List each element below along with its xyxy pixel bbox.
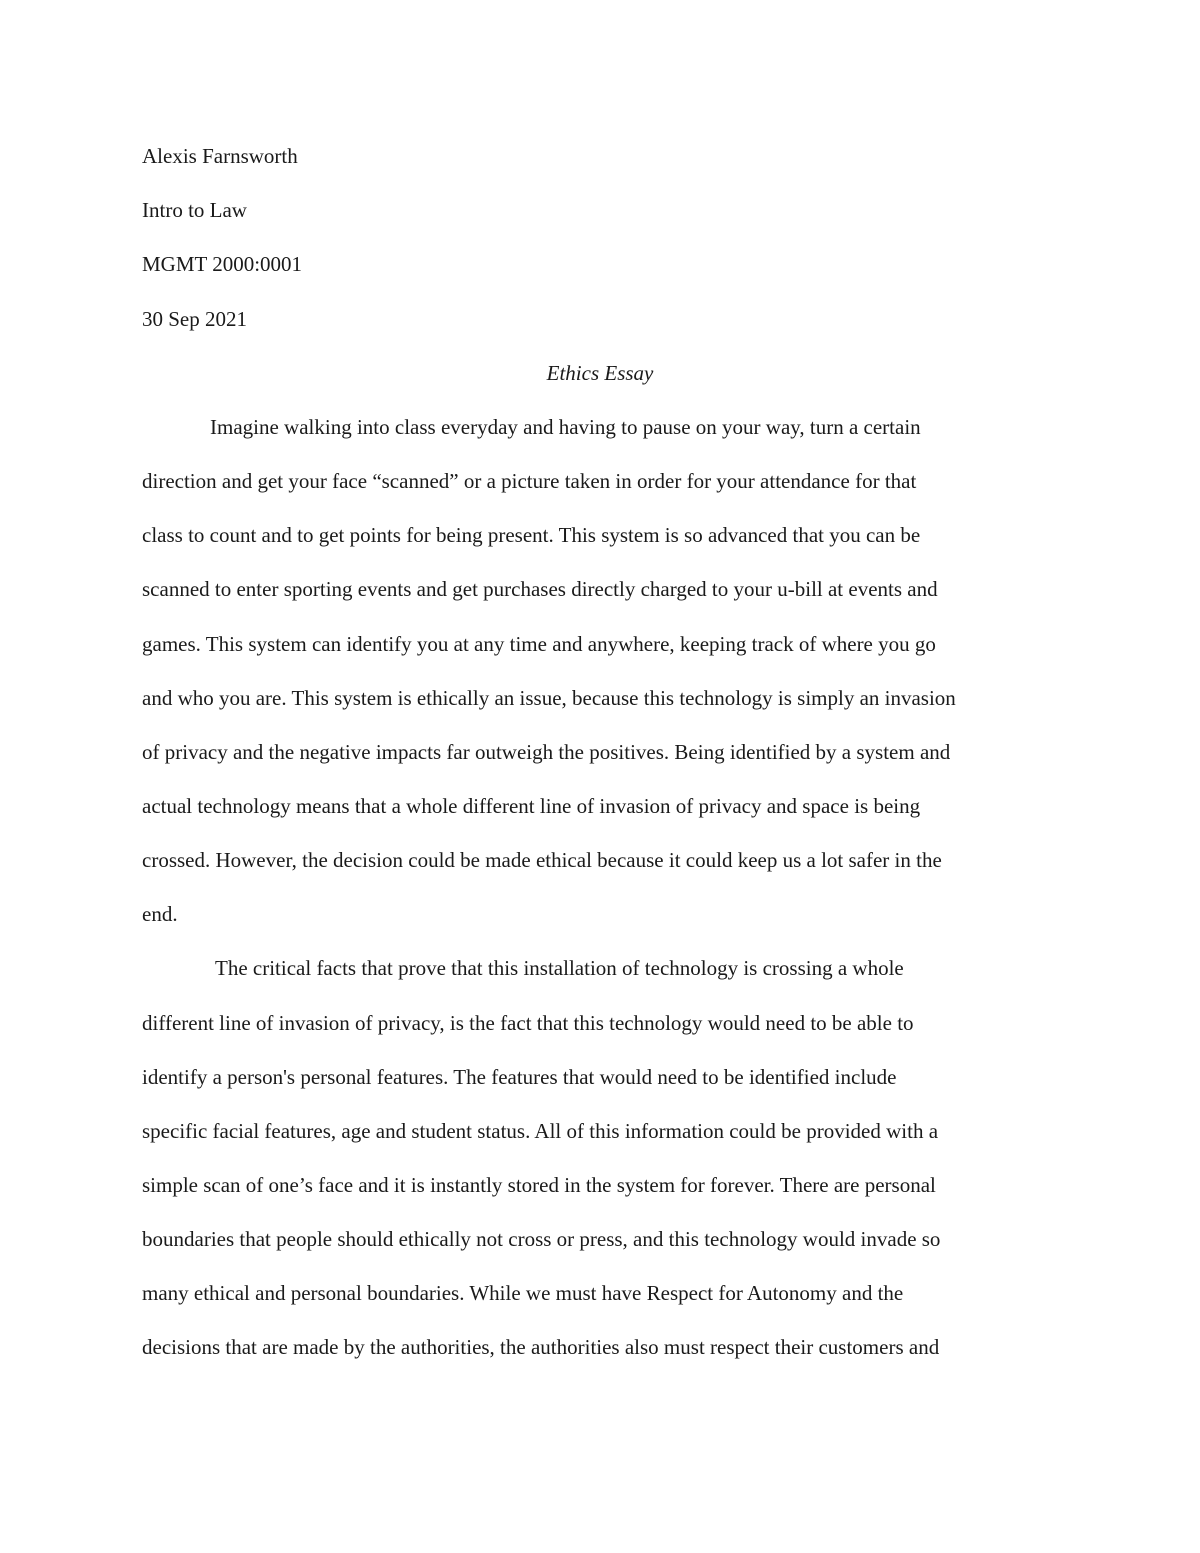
paragraph-line: games. This system can identify you at any time and anywhere, keeping track of where you go (142, 632, 936, 656)
paragraph-line: crossed. However, the decision could be made ethical because it could keep us a lot safer in the (142, 848, 942, 872)
paragraph-line: Imagine walking into class everyday and having to pause on your way, turn a certain (210, 415, 921, 439)
paragraph-line: and who you are. This system is ethically an issue, because this technology is simply an invasion (142, 686, 956, 710)
paragraph-line: actual technology means that a whole different line of invasion of privacy and space is being (142, 794, 921, 818)
paragraph-line: simple scan of one’s face and it is instantly stored in the system for forever. There are personal (142, 1173, 936, 1197)
paragraph-line: scanned to enter sporting events and get purchases directly charged to your u-bill at events and (142, 577, 938, 601)
paragraph-line: specific facial features, age and student status. All of this information could be provided with a (142, 1119, 939, 1143)
course-name: Intro to Law (142, 198, 247, 222)
paragraph-line: many ethical and personal boundaries. While we must have Respect for Autonomy and the (142, 1281, 904, 1305)
paragraph-line: class to count and to get points for being present. This system is so advanced that you can be (142, 523, 921, 547)
paragraph-line: of privacy and the negative impacts far outweigh the positives. Being identified by a system and (142, 740, 951, 764)
essay-date: 30 Sep 2021 (142, 307, 247, 331)
author-name: Alexis Farnsworth (142, 144, 298, 168)
paragraph-line: decisions that are made by the authorities, the authorities also must respect their customers and (142, 1335, 940, 1359)
paragraph-line: boundaries that people should ethically not cross or press, and this technology would invade so (142, 1227, 941, 1251)
paragraph-line: different line of invasion of privacy, is the fact that this technology would need to be able to (142, 1011, 914, 1035)
paragraph-line: direction and get your face “scanned” or a picture taken in order for your attendance for that (142, 469, 917, 493)
paragraph-line: end. (142, 902, 178, 926)
essay-title: Ethics Essay (546, 361, 654, 385)
paragraph-line: The critical facts that prove that this installation of technology is crossing a whole (215, 956, 904, 980)
paragraph-line: identify a person's personal features. The features that would need to be identified include (142, 1065, 897, 1089)
course-section: MGMT 2000:0001 (142, 252, 303, 276)
